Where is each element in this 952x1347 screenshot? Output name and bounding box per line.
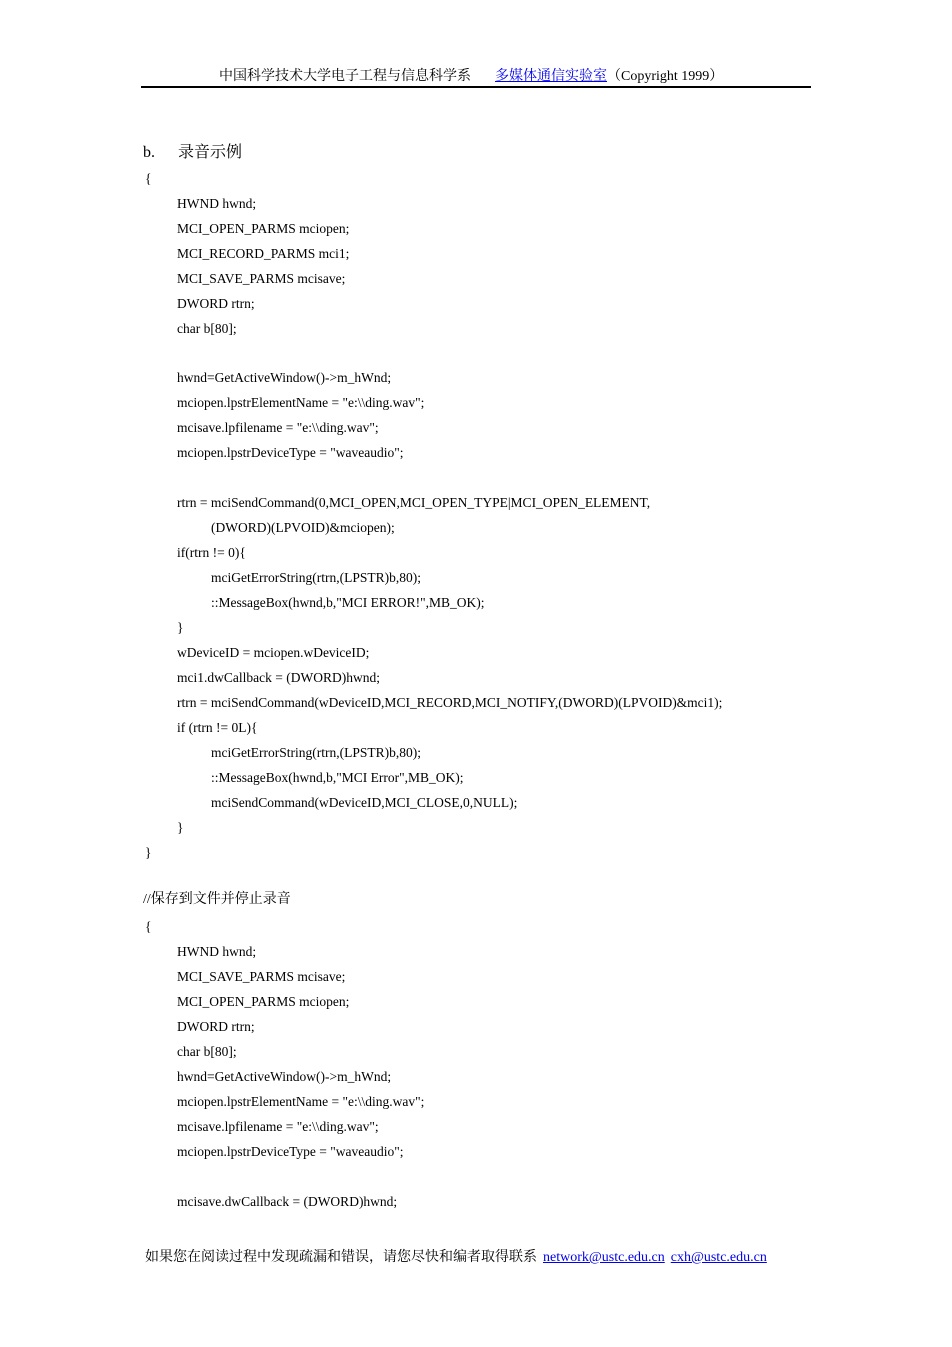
code-line: if (rtrn != 0L){ [177, 720, 258, 735]
code-line: HWND hwnd; [177, 944, 257, 959]
footer-text: 如果您在阅读过程中发现疏漏和错误，请您尽快和编者取得联系 [145, 1250, 537, 1265]
code-line: ::MessageBox(hwnd,b,"MCI ERROR!",MB_OK); [211, 595, 485, 610]
code-line: mciGetErrorString(rtrn,(LPSTR)b,80); [211, 570, 421, 585]
email-link-network[interactable]: network@ustc.edu.cn [543, 1250, 665, 1265]
code-line: } [177, 620, 184, 635]
code-line: mciSendCommand(wDeviceID,MCI_CLOSE,0,NULL); [211, 795, 518, 810]
section-heading [143, 142, 242, 164]
code-line: { [145, 919, 152, 934]
lab-link[interactable]: 多媒体通信实验室 [495, 69, 607, 84]
email-link-cxh[interactable]: cxh@ustc.edu.cn [670, 1250, 767, 1265]
code-line: mciopen.lpstrElementName = "e:\\ding.wav"; [177, 395, 425, 410]
header-copyright: （Copyright 1999） [607, 69, 724, 84]
code-line: DWORD rtrn; [177, 296, 255, 311]
code-line: hwnd=GetActiveWindow()->m_hWnd; [177, 370, 392, 385]
code-line: char b[80]; [177, 321, 237, 336]
code-line: rtrn = mciSendCommand(wDeviceID,MCI_RECORD,MCI_NOTIFY,(DWORD)(LPVOID)&mci1); [177, 695, 723, 710]
code-line: (DWORD)(LPVOID)&mciopen); [211, 520, 395, 535]
code-line: MCI_SAVE_PARMS mcisave; [177, 271, 346, 286]
code-line: mci1.dwCallback = (DWORD)hwnd; [177, 670, 380, 685]
code-line: mciopen.lpstrElementName = "e:\\ding.wav"; [177, 1094, 425, 1109]
code-line: DWORD rtrn; [177, 1019, 255, 1034]
code-line: mciGetErrorString(rtrn,(LPSTR)b,80); [211, 745, 421, 760]
code-line: HWND hwnd; [177, 196, 257, 211]
code-line: ::MessageBox(hwnd,b,"MCI Error",MB_OK); [211, 770, 464, 785]
code-line: MCI_OPEN_PARMS mciopen; [177, 994, 350, 1009]
code-line: mcisave.dwCallback = (DWORD)hwnd; [177, 1194, 398, 1209]
code-line: char b[80]; [177, 1044, 237, 1059]
page-header [141, 66, 811, 88]
code-line: hwnd=GetActiveWindow()->m_hWnd; [177, 1069, 392, 1084]
code-line: wDeviceID = mciopen.wDeviceID; [177, 645, 370, 660]
header-title: 中国科学技术大学电子工程与信息科学系 [219, 69, 471, 84]
code-comment: //保存到文件并停止录音 [143, 892, 291, 907]
code-line: { [145, 171, 152, 186]
page-footer [145, 1249, 767, 1267]
header-line [219, 66, 723, 88]
code-line: MCI_OPEN_PARMS mciopen; [177, 221, 350, 236]
code-line: if(rtrn != 0){ [177, 545, 246, 560]
code-line: } [145, 845, 152, 860]
code-line: mciopen.lpstrDeviceType = "waveaudio"; [177, 445, 404, 460]
code-line: MCI_SAVE_PARMS mcisave; [177, 969, 346, 984]
code-line: mciopen.lpstrDeviceType = "waveaudio"; [177, 1144, 404, 1159]
code-line: } [177, 820, 184, 835]
code-line: mcisave.lpfilename = "e:\\ding.wav"; [177, 1119, 379, 1134]
code-line: mcisave.lpfilename = "e:\\ding.wav"; [177, 420, 379, 435]
section-number: b. [143, 144, 155, 161]
code-line: MCI_RECORD_PARMS mci1; [177, 246, 350, 261]
section-title: 录音示例 [178, 144, 243, 161]
code-line: rtrn = mciSendCommand(0,MCI_OPEN,MCI_OPEN_TYPE|MCI_OPEN_ELEMENT, [177, 495, 651, 510]
